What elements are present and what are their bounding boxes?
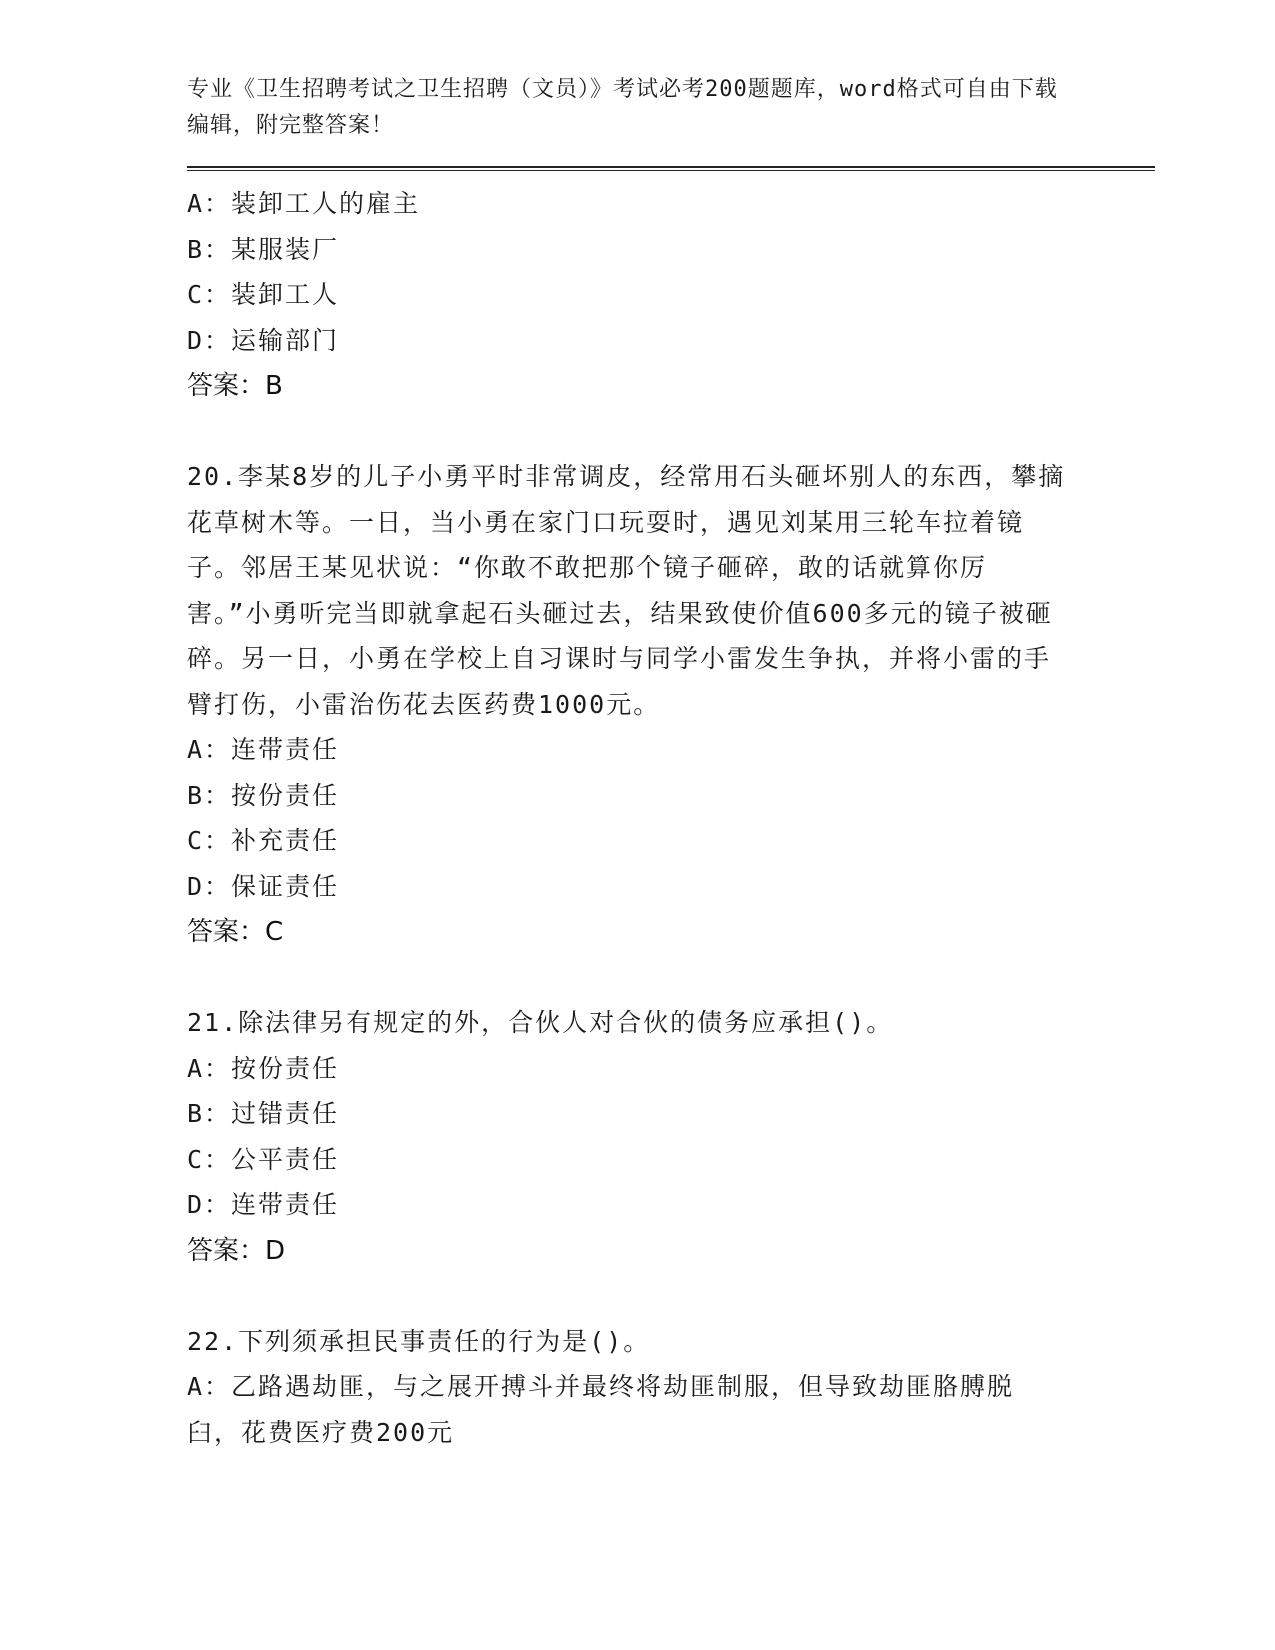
question-block (187, 181, 1167, 409)
header-divider (187, 166, 1155, 171)
answer: 答案：C (187, 917, 284, 947)
answer: 答案：D (187, 1235, 286, 1266)
spacer (187, 955, 1167, 1000)
option-a: A：按份责任 (187, 1053, 340, 1083)
option-d: D：保证责任 (187, 871, 340, 901)
option-b: B：某服装厂 (187, 234, 340, 264)
option-d: D：运输部门 (187, 325, 340, 355)
option-d: D：连带责任 (187, 1190, 340, 1219)
question-block (187, 454, 1167, 955)
option-a: A：装卸工人的雇主 (187, 189, 421, 218)
question-list (187, 181, 1167, 1455)
document-page (187, 72, 1167, 1455)
option-a: A：乙路遇劫匪，与之展开搏斗并最终将劫匪制服，但导致劫匪胳膊脱臼，花费医疗费200元 (187, 1372, 1015, 1447)
option-c: C：补充责任 (187, 826, 340, 855)
document-header (187, 72, 1067, 144)
option-c: C：装卸工人 (187, 280, 340, 309)
spacer (187, 409, 1167, 454)
question-block (187, 1000, 1167, 1274)
answer: 答案：B (187, 371, 283, 401)
option-c: C：公平责任 (187, 1144, 340, 1174)
question-text: 21.除法律另有规定的外，合伙人对合伙的债务应承担()。 (187, 1008, 894, 1037)
question-text: 20.李某8岁的儿子小勇平时非常调皮，经常用石头砸坏别人的东西，攀摘花草树木等。一日，当小勇在家门口玩耍时，遇见刘某用三轮车拉着镜子。邻居王某见状说：“你敢不敢把那个镜子砸碎，敢的话就算你厉害。”小勇听完当即就拿起石头砸过去，结果致使价值600多元的镜子被砸碎。另一日，小勇在学校上自习课时与同学小雷发生争执，并将小雷的手臂打伤，小雷治伤花去医药费1000元。 (187, 462, 1066, 719)
question-text: 22.下列须承担民事责任的行为是()。 (187, 1326, 651, 1356)
header-intro: 专业《卫生招聘考试之卫生招聘（文员）》考试必考200题题库，word格式可自由下载编辑，附完整答案！ (187, 77, 1058, 138)
option-b: B：按份责任 (187, 780, 340, 810)
option-b: B：过错责任 (187, 1099, 340, 1128)
option-a: A：连带责任 (187, 735, 340, 764)
spacer (187, 1274, 1167, 1319)
question-block (187, 1319, 1167, 1456)
